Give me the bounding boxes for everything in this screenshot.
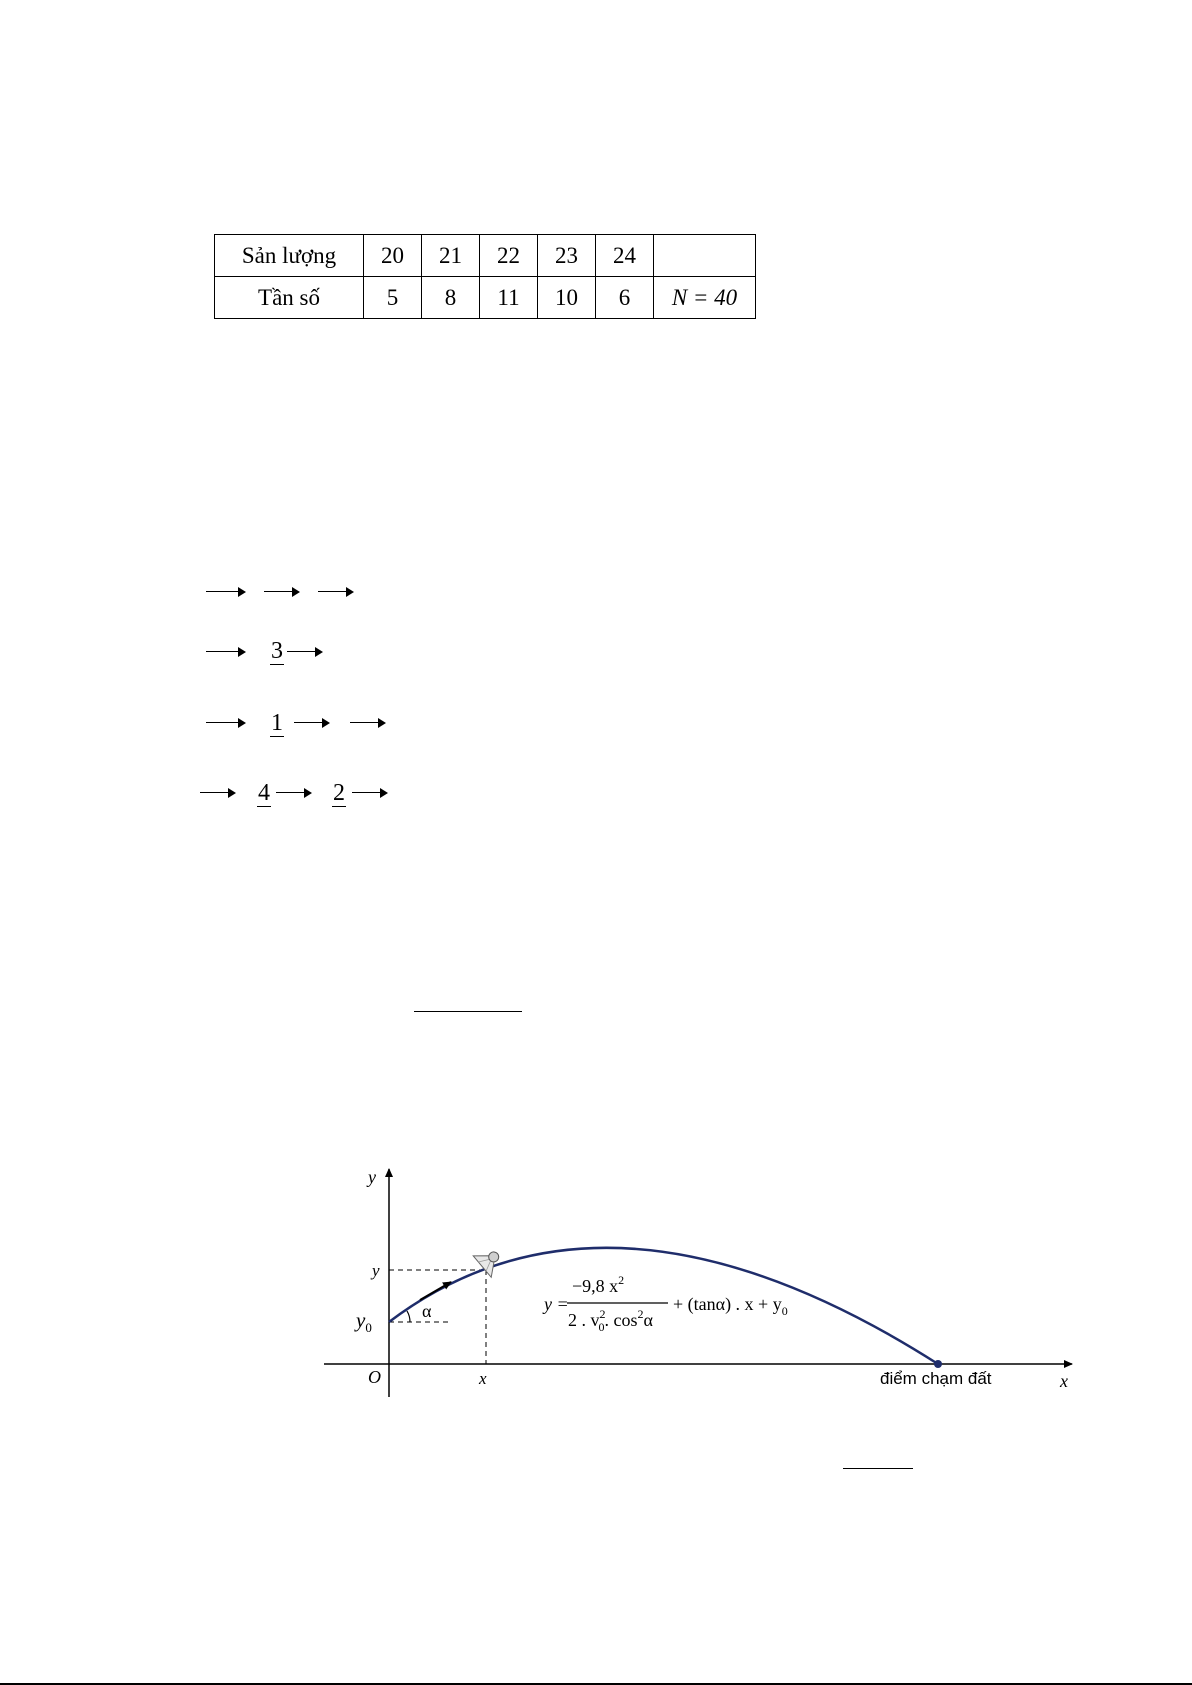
table-cell-frequency: 6 <box>596 277 654 319</box>
table-cell-value: 24 <box>596 235 654 277</box>
table-cell-value: 22 <box>480 235 538 277</box>
table-header-frequency: Tần số <box>215 277 364 319</box>
fraction-bar <box>414 1011 522 1012</box>
vector-arrow <box>264 585 300 599</box>
y-mark-label: y <box>372 1261 380 1280</box>
vector-coefficient: 2 <box>333 780 345 806</box>
table-cell-total: N = 40 <box>654 277 756 319</box>
vector-arrow <box>206 645 246 659</box>
velocity-arrow <box>420 1282 451 1300</box>
table-cell-frequency: 10 <box>538 277 596 319</box>
vector-arrow <box>200 786 236 800</box>
x-mark-label: x <box>479 1369 487 1388</box>
table-row <box>215 277 756 319</box>
table-cell-frequency: 11 <box>480 277 538 319</box>
trajectory-curve <box>389 1248 938 1364</box>
vector-coefficient: 1 <box>271 710 283 736</box>
trajectory-formula <box>542 1273 788 1334</box>
landing-point <box>934 1360 942 1368</box>
table-cell-frequency: 8 <box>422 277 480 319</box>
y0-label: $y_0$ <box>356 1308 372 1335</box>
vector-coefficient: 3 <box>271 638 283 664</box>
table-header-output: Sản lượng <box>215 235 364 277</box>
origin-label: O <box>368 1367 381 1387</box>
table-cell-value: 23 <box>538 235 596 277</box>
formula-denominator: 2 . $v^2$ 0. $\cos^2\alpha$ <box>568 1307 653 1334</box>
projectile-diagram <box>310 1155 1080 1415</box>
frequency-table <box>214 234 756 319</box>
table-cell-frequency: 5 <box>364 277 422 319</box>
vector-arrow <box>318 585 354 599</box>
vector-arrow <box>287 645 323 659</box>
table-cell-empty <box>654 235 756 277</box>
vector-coefficient: 4 <box>258 780 270 806</box>
vector-arrow <box>206 585 246 599</box>
table-cell-value: 21 <box>422 235 480 277</box>
angle-arc <box>407 1311 410 1322</box>
table-cell-value: 20 <box>364 235 422 277</box>
landing-label: điểm chạm đất <box>880 1369 992 1388</box>
vector-arrow <box>352 786 388 800</box>
table-row <box>215 235 756 277</box>
formula-tail: + (tanα) . $x + y_0$ <box>673 1294 788 1318</box>
x-axis-label: x <box>1060 1371 1068 1391</box>
alpha-label: α <box>422 1301 432 1321</box>
formula-numerator: −9,8 $x^2$ <box>572 1273 625 1296</box>
vector-arrow <box>350 716 386 730</box>
y-axis-label: y <box>368 1167 376 1187</box>
vector-arrow <box>294 716 330 730</box>
fraction-bar <box>843 1468 913 1469</box>
formula-lhs: y = <box>544 1294 569 1314</box>
vector-arrow <box>206 716 246 730</box>
vector-arrow <box>276 786 312 800</box>
